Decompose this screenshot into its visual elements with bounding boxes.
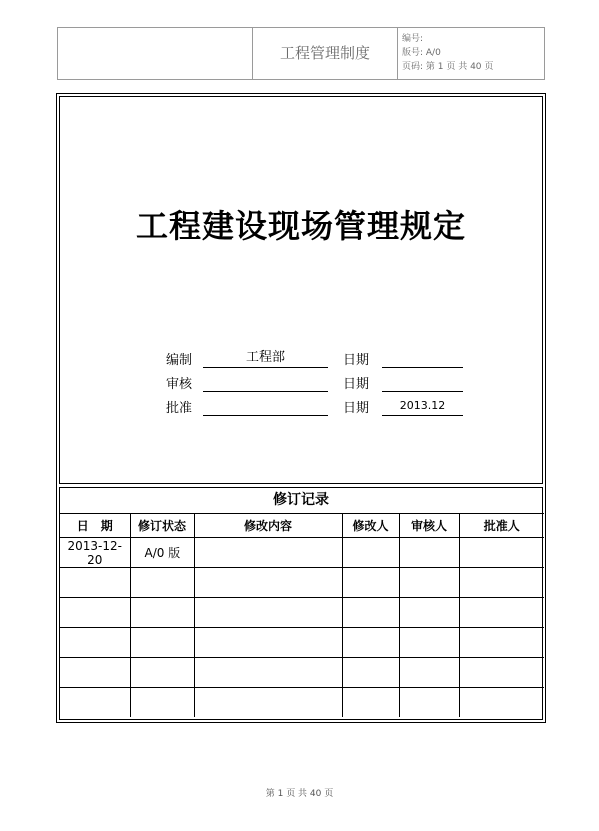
cell-reviewer [399,628,459,658]
cell-approver [459,628,544,658]
cell-modifier [342,538,399,568]
date-value: 2013.12 [382,397,463,416]
cell-approver [459,688,544,718]
signature-label: 批准 [166,401,193,416]
cell-status [130,658,194,688]
cell-date [60,568,130,598]
cell-date [60,688,130,718]
cell-approver [459,598,544,628]
document-title: 工程建设现场管理规定 [135,207,466,245]
cell-status [130,688,194,718]
cell-reviewer [399,688,459,718]
cell-date [60,628,130,658]
signature-row-reviewed [166,373,466,393]
cell-date [60,598,130,628]
col-header-modifier: 修改人 [342,514,399,538]
date-value [382,373,463,392]
cell-content [194,688,342,718]
signature-label: 审核 [166,377,193,392]
table-row [60,628,544,658]
signature-value [203,397,328,416]
signature-row-prepared [166,349,466,369]
table-row [60,658,544,688]
page-header [57,27,545,80]
cell-content [194,598,342,628]
date-label: 日期 [343,353,370,368]
col-header-status: 修订状态 [130,514,194,538]
date-value [382,349,463,368]
date-label: 日期 [343,377,370,392]
signature-label: 编制 [166,353,193,368]
cell-status [130,628,194,658]
table-row [60,538,544,568]
cell-content [194,538,342,568]
col-header-approver: 批准人 [459,514,544,538]
col-header-date: 日 期 [60,514,130,538]
cover-frame [56,93,546,723]
cell-content [194,628,342,658]
cell-modifier [342,658,399,688]
header-version: 版号: A/0 [402,48,441,58]
cell-modifier [342,598,399,628]
cell-date: 2013-12-20 [60,538,130,568]
cell-date [60,658,130,688]
signature-value [203,373,328,392]
cell-status [130,598,194,628]
cell-reviewer [399,538,459,568]
cell-approver [459,658,544,688]
page-footer: 第 1 页 共 40 页 [265,789,334,799]
header-title: 工程管理制度 [279,44,370,62]
cell-modifier [342,688,399,718]
table-row [60,568,544,598]
cell-reviewer [399,568,459,598]
revision-header-row [60,514,544,538]
cell-status: A/0 版 [130,538,194,568]
cell-modifier [342,568,399,598]
col-header-content: 修改内容 [194,514,342,538]
cell-reviewer [399,598,459,628]
cell-content [194,568,342,598]
cell-content [194,658,342,688]
date-label: 日期 [343,401,370,416]
cell-approver [459,568,544,598]
cell-modifier [342,628,399,658]
revision-title: 修订记录 [273,492,329,508]
table-row [60,598,544,628]
cell-status [130,568,194,598]
header-meta [402,32,493,74]
cover-inner-frame [59,96,543,720]
cell-reviewer [399,658,459,688]
signature-row-approved [166,397,466,417]
cell-approver [459,538,544,568]
signature-value: 工程部 [203,349,328,368]
table-row [60,688,544,718]
header-divider [397,28,398,79]
header-code: 编号: [402,34,424,44]
col-header-reviewer: 审核人 [399,514,459,538]
revision-table [60,513,544,717]
header-page: 页码: 第 1 页 共 40 页 [402,62,494,72]
